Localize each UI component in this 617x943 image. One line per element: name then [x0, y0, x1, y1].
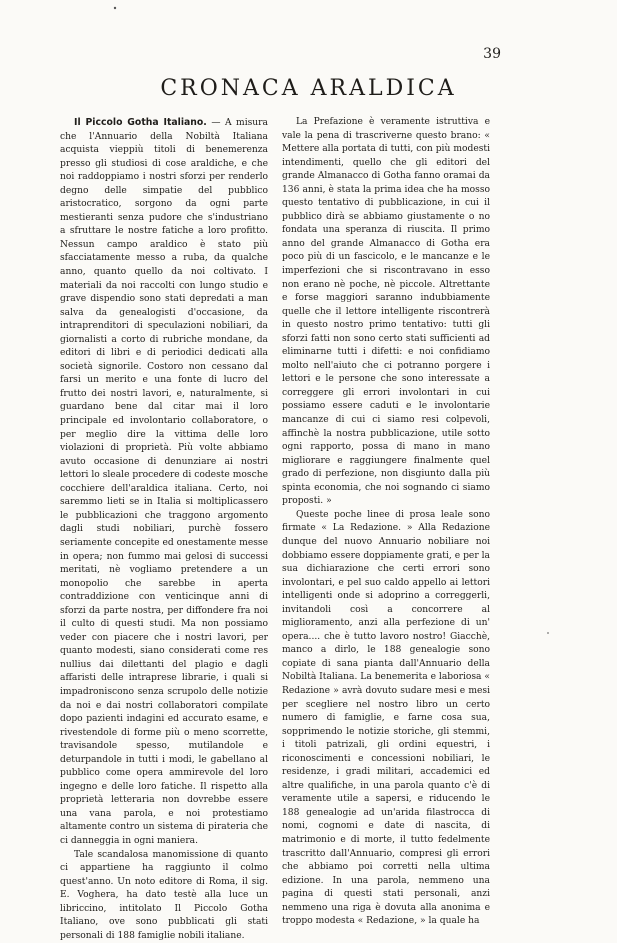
- paragraph-text: — A misura che l'Annuario della Nobiltà Italiana acquista vieppiù titoli di benemerenza presso gli studiosi di cose araldiche, e che noi raddoppiamo i nostri sforzi per renderlo degno delle simpatie del pubblico aristocratico, sorgono da ogni parte mestieranti senza pudore che s'industriano a sfruttare le nostre fatiche a loro profitto. Nessun campo araldico è stato più sfacciatamente messo a ruba, da qualche anno, quanto quello da noi coltivato. I materiali da noi raccolti con lungo studio e grave dispendio sono stati depredati a man salva da genealogisti d'occasione, da intraprenditori di speculazioni nobiliari, da giornalisti a corto di rubriche mondane, da editori di libri e di periodici dedicati alla società signorile. Costoro non cessano dal farsi un merito e una fonte di lucro del frutto dei nostri lavori, e, naturalmente, si guardano bene dal citar mai il loro principale ed involontario collaboratore, o per meglio dire la vittima delle loro violazioni di proprietà. Più volte abbiamo avuto occasione di denunziare ai nostri lettori lo sleale procedere di codeste mosche cocchiere dell'araldica italiana. Certo, noi saremmo lieti se in Italia si moltiplicassero le pubblicazioni che traggono argomento dagli studi nobiliari, purchè fossero seriamente concepite ed onestamente messe in opera; non fummo mai gelosi di successi meritati, nè vogliamo pretendere a un monopolio che sarebbe in aperta contraddizione con venticinque anni di sforzi da parte nostra, per diffondere fra noi il culto di questi studi. Ma non possiamo veder con piacere che i nostri lavori, per quanto modesti, siano considerati come res nullius dai dilettanti del plagio e dagli affaristi delle intraprese librarie, i quali si impadroniscono senza scrupolo delle notizie da noi e dai nostri collaboratori compilate dopo pazienti indagini ed accurato esame, e rivestendole di forme più o meno scorrette, travisandole spesso, mutilandole e deturpandole in tutti i modi, le gabellano al pubblico come opera ammirevole del loro ingegno e delle loro fatiche. Il rispetto alla proprietà letteraria non dovrebbe essere una vana parola, e noi protestiamo altamente contro un sistema di pirateria che ci danneggia in ogni maniera.: [60, 118, 268, 846]
- paragraph: Tale scandalosa manomissione di quanto ci appartiene ha raggiunto il colmo quest'anno. Un noto editore di Roma, il sig. E. Voghera, ha dato testè alla luce un libriccino, intitolato Il Piccolo Gotha Italiano, ove sono pubblicati gli stati personali di 188 famiglie nobili italiane.: [60, 849, 268, 941]
- page-title: CRONACA ARALDICA: [160, 76, 457, 101]
- ink-speck: [547, 632, 549, 634]
- paragraph: La Prefazione è veramente istruttiva e vale la pena di trascriverne questo brano: « Mettere alla portata di tutti, con più modesti intendimenti, quello che gli editori del grande Almanacco di Gotha fanno oramai da 136 anni, è stata la prima idea che ha mosso questo tentativo di pubblicazione, in cui il pubblico dirà se abbiamo giustamente o no fondata una speranza di riuscita. Il primo anno del grande Almanacco di Gotha era poco più di un fascicolo, e le mancanze e le imperfezioni che si riscontravano in esso non erano nè poche, nè piccole. Altrettante e forse maggiori saranno indubbiamente quelle che il lettore intelligente riscontrerà in questo nostro primo tentativo: tutti gli sforzi fatti non sono certo stati sufficienti ad eliminarne tutti i difetti: e noi confidiamo molto nell'aiuto che ci potranno porgere i lettori e le persone che sono interessate a correggere gli errori involontari in cui possiamo essere caduti e le involontarie mancanze di cui ci siamo resi colpevoli, affinchè la nostra pubblicazione, utile sotto ogni rapporto, possa di mano in mano migliorare e raggiungere finalmente quel grado di perfezione, non disgiunto dalla più spinta economia, che noi sognando ci siamo proposti. »: [282, 117, 490, 507]
- page-number: 39: [483, 46, 501, 62]
- paragraph: Queste poche linee di prosa leale sono firmate « La Redazione. » Alla Redazione dunque del nuovo Annuario nobiliare noi dobbiamo essere doppiamente grati, e per la sua dichiarazione che certi errori sono involontari, e pel suo caldo appello ai lettori intelligenti onde si adoprino a correggerli, invitandoli così a concorrere al miglioramento, anzi alla perfezione di un' opera.... che è tutto lavoro nostro! Giacchè, manco a dirlo, le 188 genealogie sono copiate di sana pianta dall'Annuario della Nobiltà Italiana. La benemerita e laboriosa « Redazione » avrà dovuto sudare mesi e mesi per scegliere nel nostro libro un certo numero di famiglie, e farne cosa sua, sopprimendo le notizie storiche, gli stemmi, i titoli patrizali, gli ordini equestri, i riconoscimenti e concessioni nobiliari, le residenze, i gradi militari, accademici ed altre qualifiche, in una parola quanto c'è di veramente utile a sapersi, e riducendo le 188 genealogie ad un'arida filastrocca di nomi, cognomi e date di nascita, di matrimonio e di morte, il tutto fedelmente trascritto dall'Annuario, compresi gli errori che abbiamo poi corretti nella ultima edizione. In una parola, nemmeno una pagina di questi stati personali, anzi nemmeno una riga è dovuta alla anonima e troppo modesta « Redazione, » la quale ha: [282, 509, 490, 927]
- article-heading: Il Piccolo Gotha Italiano.: [74, 117, 207, 128]
- ink-speck: [114, 7, 116, 9]
